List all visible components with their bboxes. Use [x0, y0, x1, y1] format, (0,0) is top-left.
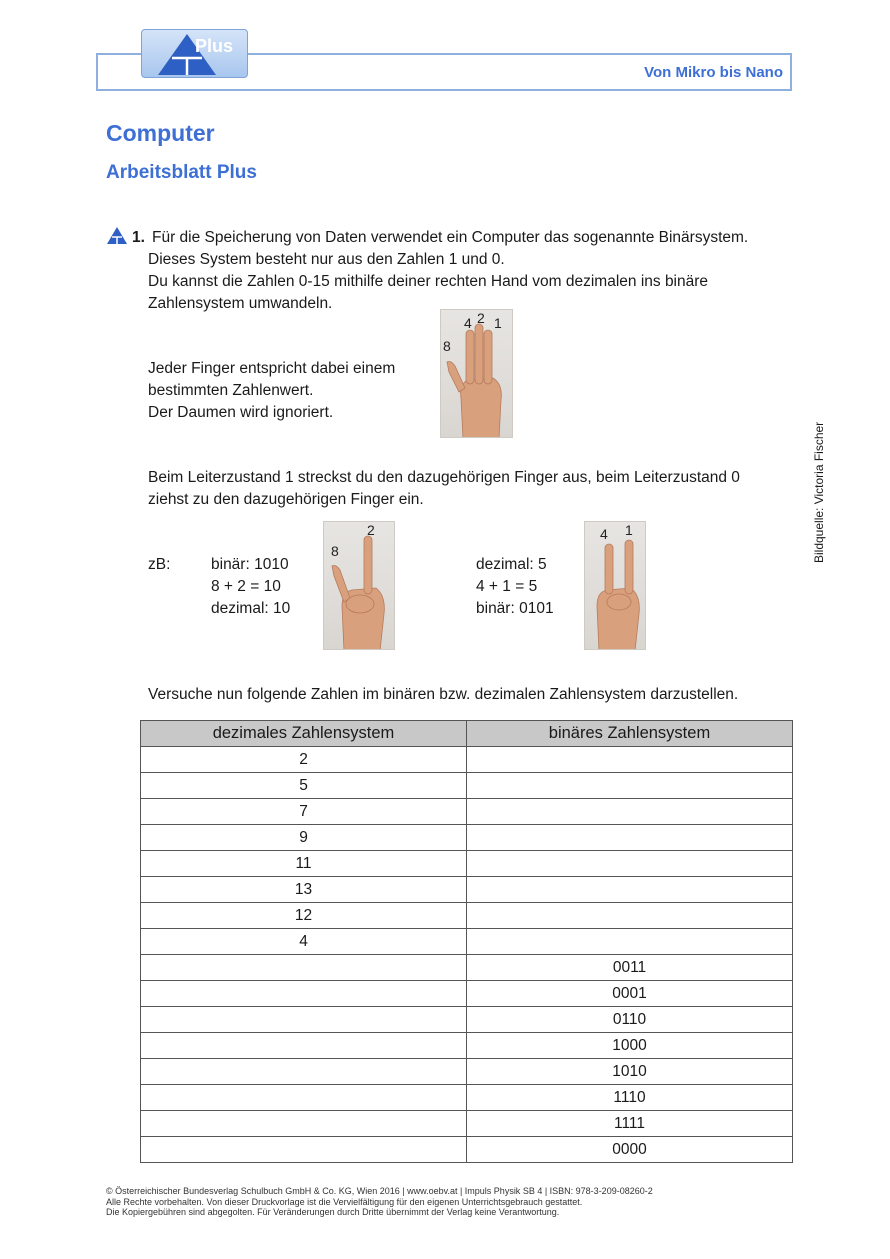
cell-decimal[interactable]: 4: [141, 929, 467, 955]
cell-decimal[interactable]: 13: [141, 877, 467, 903]
finger-text-2: bestimmten Zahlenwert.: [148, 382, 314, 399]
task-line-3: Du kannst die Zahlen 0-15 mithilfe deiner rechten Hand vom dezimalen ins binäre: [148, 273, 709, 290]
open-hand-icon: [441, 310, 513, 438]
hand-photo-example1: [323, 521, 395, 650]
cell-binary[interactable]: [467, 825, 793, 851]
table-row: [141, 1059, 793, 1085]
finger-label-4: 4: [600, 526, 608, 542]
table-header-row: [141, 721, 793, 747]
page-title: Computer: [106, 120, 215, 146]
cell-binary[interactable]: [467, 773, 793, 799]
cell-binary[interactable]: [467, 747, 793, 773]
table-row: [141, 747, 793, 773]
finger-label-1: 1: [625, 522, 633, 538]
hand-photo-example2: [584, 521, 646, 650]
table-row: [141, 851, 793, 877]
finger-text-3: Der Daumen wird ignoriert.: [148, 404, 334, 421]
cell-decimal[interactable]: [141, 1111, 467, 1137]
page-subtitle: Arbeitsblatt Plus: [106, 162, 257, 183]
example1-line-3: dezimal: 10: [211, 600, 291, 617]
table-row: [141, 1111, 793, 1137]
cell-decimal[interactable]: 7: [141, 799, 467, 825]
table-row: [141, 981, 793, 1007]
cell-binary[interactable]: [467, 903, 793, 929]
task-line-4: Zahlensystem umwandeln.: [148, 295, 333, 312]
finger-label-2: 2: [477, 310, 485, 326]
table-row: [141, 1085, 793, 1111]
cell-decimal[interactable]: [141, 1085, 467, 1111]
table-row: [141, 929, 793, 955]
finger-label-4: 4: [464, 315, 472, 331]
table-row: [141, 825, 793, 851]
cell-decimal[interactable]: 2: [141, 747, 467, 773]
rule-line-1: Beim Leiterzustand 1 streckst du den dazugehörigen Finger aus, beim Leiterzustand 0: [148, 469, 740, 486]
hand-1010-icon: [324, 522, 395, 650]
cell-binary[interactable]: [467, 929, 793, 955]
finger-label-2: 2: [367, 522, 375, 538]
example2-line-3: binär: 0101: [476, 600, 554, 617]
cell-decimal[interactable]: [141, 1059, 467, 1085]
cell-binary[interactable]: [467, 851, 793, 877]
task-line-1: Für die Speicherung von Daten verwendet ein Computer das sogenannte Binärsystem.: [152, 229, 749, 246]
table-row: [141, 1033, 793, 1059]
cell-binary[interactable]: 0110: [467, 1007, 793, 1033]
example-label: zB:: [148, 556, 171, 573]
series-title: Von Mikro bis Nano: [644, 64, 783, 81]
example1-line-1: binär: 1010: [211, 556, 289, 573]
logo-text: Plus: [195, 36, 234, 56]
photo-credit: Bildquelle: Victoria Fischer: [812, 421, 826, 563]
cell-decimal[interactable]: 5: [141, 773, 467, 799]
cell-binary[interactable]: [467, 877, 793, 903]
cell-decimal[interactable]: 9: [141, 825, 467, 851]
example2-line-1: dezimal: 5: [476, 556, 547, 573]
cell-binary[interactable]: 1010: [467, 1059, 793, 1085]
example1-line-2: 8 + 2 = 10: [211, 578, 281, 595]
instruction-text: Versuche nun folgende Zahlen im binären bzw. dezimalen Zahlensystem darzustellen.: [148, 686, 739, 703]
table-row: [141, 903, 793, 929]
cell-binary[interactable]: 0001: [467, 981, 793, 1007]
column-header-binary: binäres Zahlensystem: [467, 721, 793, 747]
table-row: [141, 877, 793, 903]
cell-decimal[interactable]: [141, 1033, 467, 1059]
cell-binary[interactable]: 0011: [467, 955, 793, 981]
table-row: [141, 1007, 793, 1033]
finger-label-1: 1: [494, 315, 502, 331]
cell-decimal[interactable]: 12: [141, 903, 467, 929]
cell-binary[interactable]: 1000: [467, 1033, 793, 1059]
cell-decimal[interactable]: [141, 1137, 467, 1163]
table-row: [141, 1137, 793, 1163]
cell-binary[interactable]: 1110: [467, 1085, 793, 1111]
cell-decimal[interactable]: [141, 1007, 467, 1033]
table-row: [141, 955, 793, 981]
footer-line-3: Die Kopiergebühren sind abgegolten. Für Veränderungen durch Dritte übernimmt der Verlag keine Verantwortung.: [106, 1207, 560, 1217]
footer: [106, 1186, 653, 1218]
cell-binary[interactable]: 1111: [467, 1111, 793, 1137]
hand-photo-main: [440, 309, 513, 438]
finger-label-8: 8: [443, 338, 451, 354]
table-row: [141, 799, 793, 825]
cell-binary[interactable]: 0000: [467, 1137, 793, 1163]
column-header-decimal: dezimales Zahlensystem: [141, 721, 467, 747]
task-line-2: Dieses System besteht nur aus den Zahlen 1 und 0.: [148, 251, 505, 268]
table-row: [141, 773, 793, 799]
cell-decimal[interactable]: [141, 955, 467, 981]
cell-decimal[interactable]: [141, 981, 467, 1007]
hand-0101-icon: [585, 522, 646, 650]
table-body: [141, 747, 793, 1163]
finger-label-8: 8: [331, 543, 339, 559]
example2-line-2: 4 + 1 = 5: [476, 578, 538, 595]
task-number: 1.: [132, 229, 145, 246]
conversion-table: [140, 720, 793, 1163]
plus-task-icon: [106, 226, 128, 245]
cell-binary[interactable]: [467, 799, 793, 825]
footer-line-2: Alle Rechte vorbehalten. Von dieser Druckvorlage ist die Vervielfältigung für den eigenen Unterrichtsgebrauch gestattet.: [106, 1196, 583, 1207]
footer-line-1: © Österreichischer Bundesverlag Schulbuch GmbH & Co. KG, Wien 2016 | www.oebv.at | Impuls Physik SB 4 | ISBN: 978-3-209-08260-2: [106, 1186, 653, 1196]
rule-line-2: ziehst zu den dazugehörigen Finger ein.: [148, 491, 424, 508]
finger-text-1: Jeder Finger entspricht dabei einem: [148, 360, 396, 377]
cell-decimal[interactable]: 11: [141, 851, 467, 877]
